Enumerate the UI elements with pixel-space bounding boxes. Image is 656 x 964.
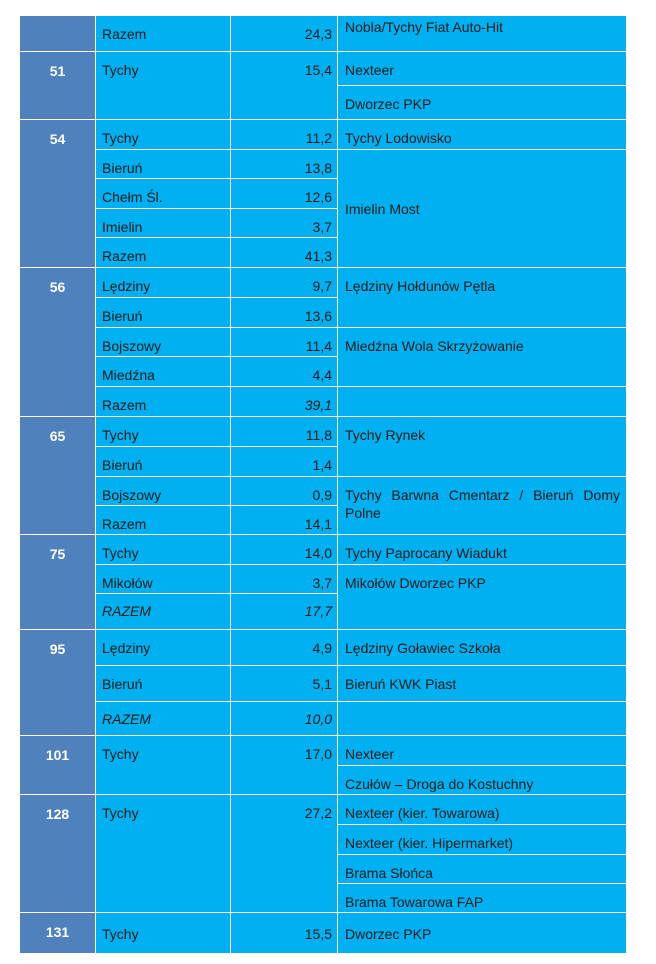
km-cell: 17,0: [231, 736, 337, 794]
city-cell: Tychy: [96, 52, 230, 119]
line-number-cell: 95: [20, 630, 95, 735]
city-cell: Bieruń: [96, 666, 230, 701]
city-cell: Mikołów: [96, 565, 230, 593]
city-cell: RAZEM: [96, 594, 230, 629]
city-cell: Tychy: [96, 736, 230, 794]
stop-cell: Tychy Lodowisko: [338, 120, 626, 149]
km-cell: 13,6: [231, 298, 337, 327]
line-number-cell: [20, 16, 95, 51]
stop-cell: Imielin Most: [338, 150, 626, 267]
stop-cell: Brama Słońca: [338, 855, 626, 883]
line-number-cell: 75: [20, 535, 95, 629]
city-cell: Tychy: [96, 417, 230, 446]
city-cell: Tychy: [96, 795, 230, 912]
km-cell: 17,7: [231, 594, 337, 629]
line-number-cell: 65: [20, 417, 95, 534]
stop-cell: Nexteer: [338, 52, 626, 85]
km-cell: 14,0: [231, 535, 337, 564]
city-cell: Bieruń: [96, 150, 230, 178]
stop-cell: Lędziny Goławiec Szkoła: [338, 630, 626, 665]
km-cell: 39,1: [231, 387, 337, 416]
km-cell: 9,7: [231, 268, 337, 297]
line-number-cell: 51: [20, 52, 95, 119]
stop-cell: Nexteer (kier. Hipermarket): [338, 825, 626, 854]
city-cell: RAZEM: [96, 702, 230, 735]
city-cell: Bieruń: [96, 298, 230, 327]
km-cell: 15,4: [231, 52, 337, 119]
city-cell: Bojszowy: [96, 328, 230, 356]
km-cell: 13,8: [231, 150, 337, 178]
line-number-cell: 101: [20, 736, 95, 794]
line-number-cell: 56: [20, 268, 95, 416]
stop-cell: Mikołów Dworzec PKP: [338, 565, 626, 629]
stop-cell: Nexteer: [338, 736, 626, 765]
km-cell: 5,1: [231, 666, 337, 701]
stop-cell: [338, 387, 626, 416]
km-cell: 24,3: [231, 16, 337, 51]
stop-cell: Tychy Barwna Cmentarz / Bieruń Domy Polne: [338, 477, 626, 534]
city-cell: Miedźna: [96, 357, 230, 386]
city-cell: Bojszowy: [96, 477, 230, 505]
city-cell: Lędziny: [96, 268, 230, 297]
city-cell: Razem: [96, 387, 230, 416]
stop-cell: Bieruń KWK Piast: [338, 666, 626, 701]
city-cell: Tychy: [96, 120, 230, 149]
city-cell: Tychy: [96, 535, 230, 564]
km-cell: 14,1: [231, 506, 337, 534]
km-cell: 11,2: [231, 120, 337, 149]
city-cell: Razem: [96, 16, 230, 51]
km-cell: 11,4: [231, 328, 337, 356]
km-cell: 10,0: [231, 702, 337, 735]
city-cell: Bieruń: [96, 447, 230, 476]
line-number-cell: 128: [20, 795, 95, 912]
stop-cell: Tychy Paprocany Wiadukt: [338, 535, 626, 564]
stop-cell: Dworzec PKP: [338, 86, 626, 119]
km-cell: 0,9: [231, 477, 337, 505]
km-cell: 11,8: [231, 417, 337, 446]
km-cell: 27,2: [231, 795, 337, 912]
stop-cell: Lędziny Hołdunów Pętla: [338, 268, 626, 327]
km-cell: 15,5: [231, 913, 337, 953]
stop-cell: Miedźna Wola Skrzyżowanie: [338, 328, 626, 386]
city-cell: Razem: [96, 506, 230, 534]
stop-cell: Nexteer (kier. Towarowa): [338, 795, 626, 824]
stop-cell: Czułów – Droga do Kostuchny: [338, 766, 626, 794]
city-cell: Chełm Śl.: [96, 179, 230, 208]
city-cell: Razem: [96, 238, 230, 267]
city-cell: Lędziny: [96, 630, 230, 665]
km-cell: 3,7: [231, 209, 337, 237]
city-cell: Imielin: [96, 209, 230, 237]
stop-cell: [338, 702, 626, 735]
km-cell: 4,9: [231, 630, 337, 665]
line-number-cell: 131: [20, 913, 95, 953]
line-number-cell: 54: [20, 120, 95, 267]
stop-cell: Tychy Rynek: [338, 417, 626, 476]
stop-cell: Brama Towarowa FAP: [338, 884, 626, 912]
km-cell: 1,4: [231, 447, 337, 476]
km-cell: 3,7: [231, 565, 337, 593]
city-cell: Tychy: [96, 913, 230, 953]
km-cell: 12,6: [231, 179, 337, 208]
stop-cell: Dworzec PKP: [338, 913, 626, 953]
stop-cell: Nobla/Tychy Fiat Auto-Hit: [338, 16, 626, 51]
km-cell: 41,3: [231, 238, 337, 267]
km-cell: 4,4: [231, 357, 337, 386]
